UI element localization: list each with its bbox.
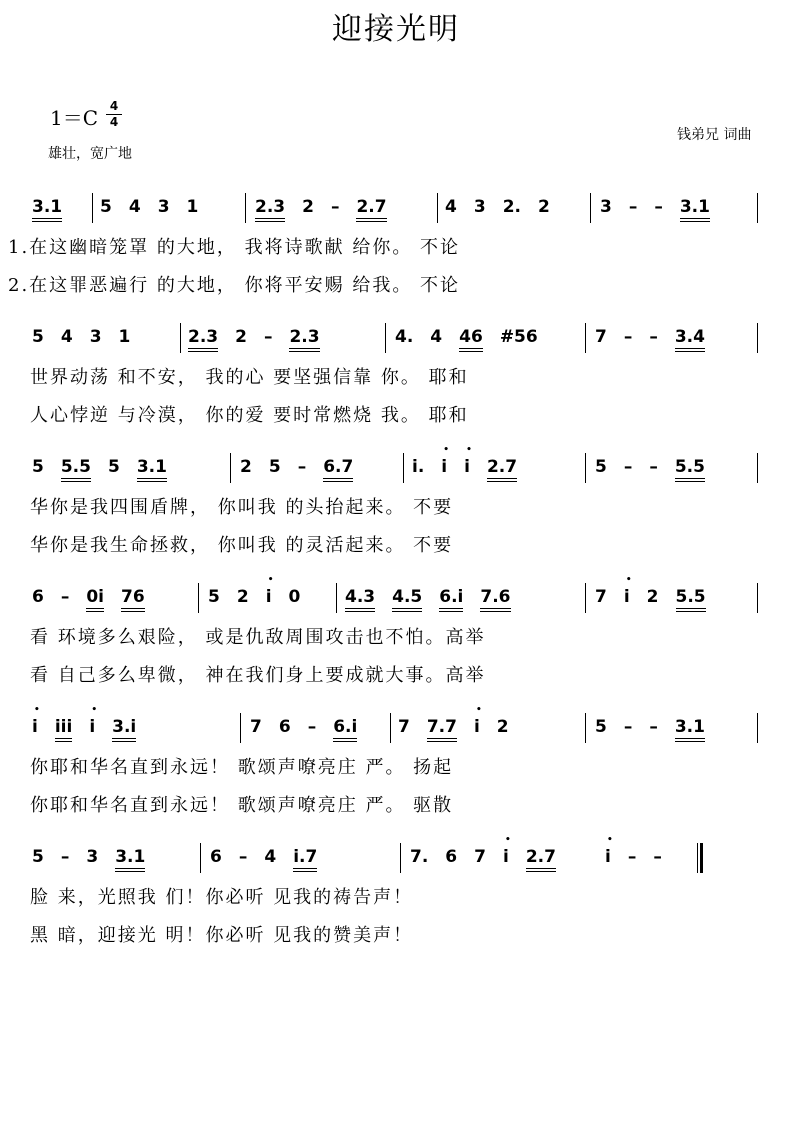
barline <box>757 193 758 223</box>
lyrics-verse2 <box>0 661 792 685</box>
measure: 3 – – 3.1 <box>600 197 710 217</box>
lyrics-verse2 <box>0 791 792 815</box>
barline <box>400 843 401 873</box>
lyric-text: 看 环境多么艰险， 或是仇敌周围攻击也不怕。高举 <box>30 627 486 648</box>
measure: 7 – – 3.4 <box>595 327 705 347</box>
notes-line <box>0 185 792 225</box>
measure: 6 – 0i 76 <box>32 587 145 607</box>
measure: 4 3 2. 2 <box>445 197 550 217</box>
measure: 7 7.7 • i 2 <box>398 717 509 737</box>
measure: i. • i • i 2.7 <box>412 457 517 477</box>
lyric-text: 你耶和华名直到永远！ 歌颂声嘹亮庄 严。 驱散 <box>30 795 454 816</box>
measure: 4.3 4.5 6.i 7.6 <box>345 587 511 607</box>
notes-line <box>0 445 792 485</box>
measure: 5 5.5 5 3.1 <box>32 457 167 477</box>
lyrics-verse1 <box>0 493 792 517</box>
barline <box>437 193 438 223</box>
lyric-text: 华你是我四围盾牌， 你叫我 的头抬起来。 不要 <box>30 497 454 518</box>
lyric-text: 人心悖逆 与冷漠， 你的爱 要时常燃烧 我。 耶和 <box>30 405 469 426</box>
measure: 5 – 3 3.1 <box>32 847 145 867</box>
final-barline <box>697 843 703 873</box>
measure: 2.3 2 – 2.3 <box>188 327 320 347</box>
measure: 5 4 3 1 <box>32 327 131 347</box>
barline <box>180 323 181 353</box>
measure: 2 5 – 6.7 <box>240 457 353 477</box>
barline <box>336 583 337 613</box>
barline <box>757 583 758 613</box>
lyric-text: 2.在这罪恶遍行 的大地， 你将平安赐 给我。 不论 <box>8 275 461 296</box>
lyric-text: 你耶和华名直到永远！ 歌颂声嘹亮庄 严。 扬起 <box>30 757 454 778</box>
barline <box>92 193 93 223</box>
song-title: 迎接光明 <box>332 12 460 47</box>
lyrics-verse2 <box>0 271 792 295</box>
measure: 6 – 4 i.7 <box>210 847 317 867</box>
barline <box>585 323 586 353</box>
lyrics-verse1 <box>0 623 792 647</box>
author-credit: 钱弟兄 词曲 <box>677 127 752 143</box>
barline <box>200 843 201 873</box>
key-signature: 1＝C <box>50 106 99 130</box>
lyric-text: 华你是我生命拯救， 你叫我 的灵活起来。 不要 <box>30 535 454 556</box>
barline <box>245 193 246 223</box>
lyrics-verse2 <box>0 401 792 425</box>
barline <box>757 713 758 743</box>
lyrics-verse1 <box>0 233 792 257</box>
lyric-text: 世界动荡 和不安， 我的心 要坚强信靠 你。 耶和 <box>30 367 469 388</box>
measure: 5 2 • i 0 <box>208 587 300 607</box>
measure: 5 4 3 1 <box>100 197 199 217</box>
measure: 5 – – 5.5 <box>595 457 705 477</box>
barline <box>590 193 591 223</box>
lyric-text: 脸 来，光照我 们！你必听 见我的祷告声！ <box>30 887 414 908</box>
measure: • i iii • i 3.i <box>32 717 136 737</box>
notes-line <box>0 835 792 875</box>
measure: 5 – – 3.1 <box>595 717 705 737</box>
barline <box>585 713 586 743</box>
barline <box>390 713 391 743</box>
time-signature <box>106 100 122 129</box>
barline <box>757 453 758 483</box>
lyrics-verse1 <box>0 363 792 387</box>
barline <box>757 323 758 353</box>
measure: • i – – <box>605 847 662 867</box>
measure: 2.3 2 – 2.7 <box>255 197 387 217</box>
barline <box>230 453 231 483</box>
measure: 7 • i 2 5.5 <box>595 587 706 607</box>
measure: 7 6 – 6.i <box>250 717 357 737</box>
notes-line <box>0 315 792 355</box>
measure: 3.1 <box>32 197 62 217</box>
lyrics-verse2 <box>0 921 792 945</box>
lyric-text: 看 自己多么卑微， 神在我们身上要成就大事。高举 <box>30 665 486 686</box>
time-bottom: 4 <box>109 115 119 129</box>
barline <box>403 453 404 483</box>
measure: 4. 4 46 #56 <box>395 327 538 347</box>
lyric-text: 黑 暗，迎接光 明！你必听 见我的赞美声！ <box>30 925 414 946</box>
lyric-text: 1.在这幽暗笼罩 的大地， 我将诗歌献 给你。 不论 <box>8 237 461 258</box>
lyrics-verse1 <box>0 883 792 907</box>
notes-line <box>0 575 792 615</box>
barline <box>198 583 199 613</box>
time-top: 4 <box>109 99 119 113</box>
barline <box>585 583 586 613</box>
tempo-marking: 雄壮，宽广地 <box>48 146 132 162</box>
notes-line <box>0 705 792 745</box>
barline <box>385 323 386 353</box>
lyrics-verse1 <box>0 753 792 777</box>
measure: 7. 6 7 • i 2.7 <box>410 847 556 867</box>
lyrics-verse2 <box>0 531 792 555</box>
barline <box>240 713 241 743</box>
barline <box>585 453 586 483</box>
